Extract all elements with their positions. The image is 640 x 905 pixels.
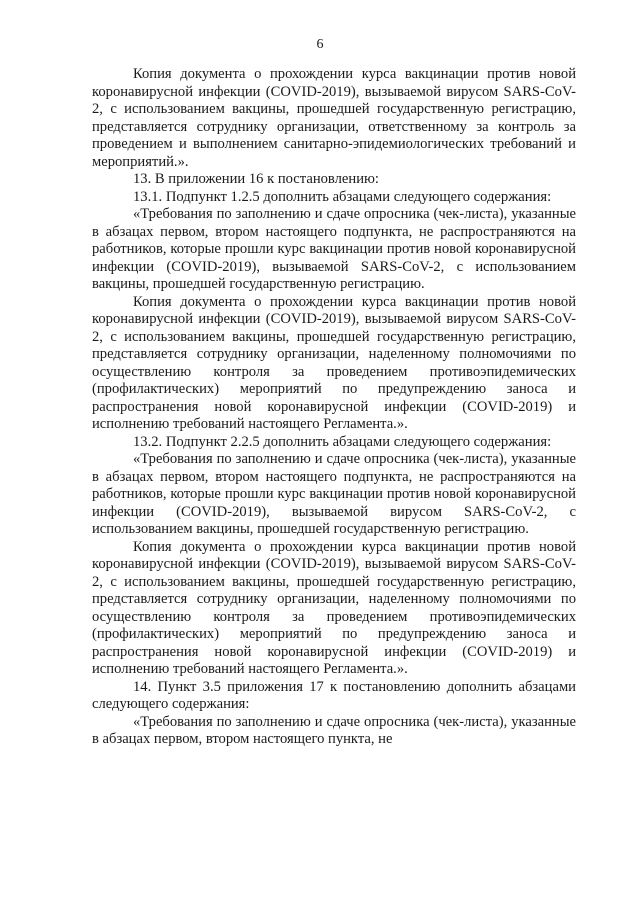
- paragraph-item-13: 13. В приложении 16 к постановлению:: [133, 171, 379, 187]
- paragraph-vaccination-copy-1: Копия документа о прохождении курса вакцинации против новой коронавирусной инфекции (COVID-2019), вызываемой вирусом SARS-CoV-2, с использованием вакцины, прошедшей государственную регистрацию, представляется сотруднику организации, ответственному за контроль за проведением и выполнением санитарно-эпидемиологических требований и мероприятий.».: [92, 66, 576, 170]
- paragraph-questionnaire-requirements-3: «Требования по заполнению и сдаче опросника (чек-листа), указанные в абзацах первом, втором настоящего пункта, не: [92, 713, 576, 747]
- paragraph-questionnaire-requirements-1: «Требования по заполнению и сдаче опросника (чек-листа), указанные в абзацах первом, втором настоящего подпункта, не распространяются на работников, которые прошли курс вакцинации против новой коронавирусной инфекции (COVID-2019), вызываемой SARS-CoV-2, с использованием вакцины, прошедшей государственную регистрацию.: [92, 206, 576, 292]
- paragraph-item-13-1: 13.1. Подпункт 1.2.5 дополнить абзацами следующего содержания:: [133, 188, 552, 205]
- paragraph-vaccination-copy-3: Копия документа о прохождении курса вакцинации против новой коронавирусной инфекции (COVID-2019), вызываемой вирусом SARS-CoV-2, с использованием вакцины, прошедшей государственную регистрацию, представляется сотруднику организации, наделенному полномочиями по осуществлению контроля за проведением противоэпидемических (профилактических) мероприятий по предупреждению заноса и распространения новой коронавирусной инфекции (COVID-2019) и исполнению требований настоящего Регламента.».: [92, 538, 576, 677]
- document-body: [92, 66, 576, 749]
- paragraph-item-14: 14. Пункт 3.5 приложения 17 к постановлению дополнить абзацами следующего содержания:: [92, 678, 576, 712]
- paragraph-questionnaire-requirements-2: «Требования по заполнению и сдаче опросника (чек-листа), указанные в абзацах первом, втором настоящего подпункта, не распространяются на работников, которые прошли курс вакцинации против новой коронавирусной инфекции (COVID-2019), вызываемой вирусом SARS-CoV-2, с использованием вакцины, прошедшей государственную регистрацию.: [92, 451, 576, 537]
- paragraph-vaccination-copy-2: Копия документа о прохождении курса вакцинации против новой коронавирусной инфекции (COVID-2019), вызываемой вирусом SARS-CoV-2, с использованием вакцины, прошедшей государственную регистрацию, представляется сотруднику организации, наделенному полномочиями по осуществлению контроля за проведением противоэпидемических (профилактических) мероприятий по предупреждению заноса и распространения новой коронавирусной инфекции (COVID-2019) и исполнению требований настоящего Регламента.».: [92, 293, 576, 432]
- page-number: 6: [316, 37, 324, 52]
- paragraph-item-13-2: 13.2. Подпункт 2.2.5 дополнить абзацами следующего содержания:: [133, 433, 552, 450]
